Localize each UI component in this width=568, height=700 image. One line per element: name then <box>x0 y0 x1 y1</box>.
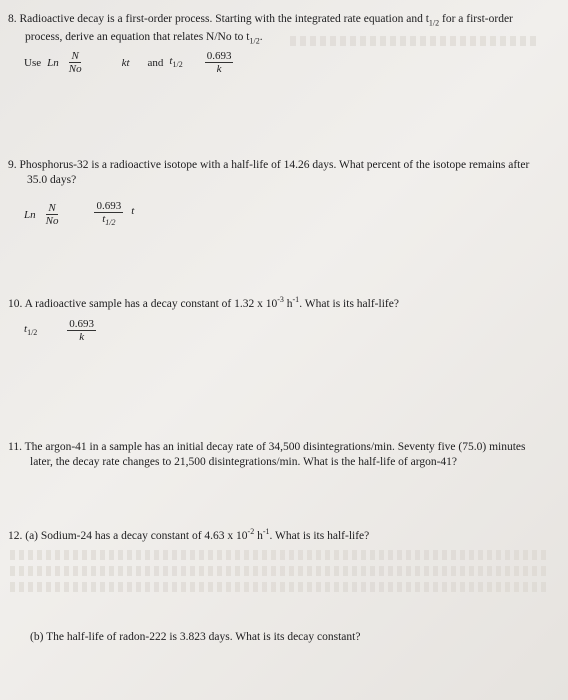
question-12a: 12. (a) Sodium-24 has a decay constant of 4.63 x $10^{-2}$ $h^{-1}$. What is its half-life? <box>8 527 370 542</box>
question-8-equation: Use Ln $\frac{N}{No}$ kt and $t_{1/2}$ $\frac{0.693}{k}$ <box>24 50 232 75</box>
question-10: 10. A radioactive sample has a decay constant of 1.32 x $10^{-3}$ $h^{-1}$. What is its half-life? <box>8 295 399 310</box>
question-8 <box>8 12 553 49</box>
question-9: 9. Phosphorus-32 is a radioactive isotope with a half-life of 14.26 days. What percent of the isotope remains after 35.0 days? <box>8 159 530 186</box>
ratio-fraction: $\frac{N}{No}$ <box>68 50 82 75</box>
question-8-line2: process, derive an equation that relates N/No to $t_{1/2}$. <box>25 31 263 46</box>
ratio-fraction: $\frac{N}{No}$ <box>45 202 59 228</box>
question-9-equation: Ln $\frac{N}{No}$ $\frac{0.693}{t_{1/2}}$ t <box>24 200 135 228</box>
half-life-fraction: $\frac{0.693}{k}$ <box>69 318 95 343</box>
bleed-through-text <box>10 582 550 592</box>
half-life-fraction: $\frac{0.693}{k}$ <box>206 50 232 75</box>
bleed-through-text <box>10 566 550 576</box>
question-12b: (b) The half-life of radon-222 is 3.823 days. What is its decay constant? <box>30 631 361 643</box>
half-life-fraction: $\frac{0.693}{t_{1/2}}$ <box>96 200 122 228</box>
question-11: 11. The argon-41 in a sample has an initial decay rate of 34,500 disintegrations/min. Seventy five (75.0) minutes later, the decay rate changes to 21,500 disintegrations/min. What is the half-life of argon-41? <box>8 441 526 468</box>
bleed-through-text <box>10 550 550 560</box>
question-8-line1: 8. Radioactive decay is a first-order process. Starting with the integrated rate equation and $t_{1/2}$ for a first-order <box>8 13 513 28</box>
question-10-equation: $t_{1/2}$ $\frac{0.693}{k}$ <box>24 318 95 343</box>
